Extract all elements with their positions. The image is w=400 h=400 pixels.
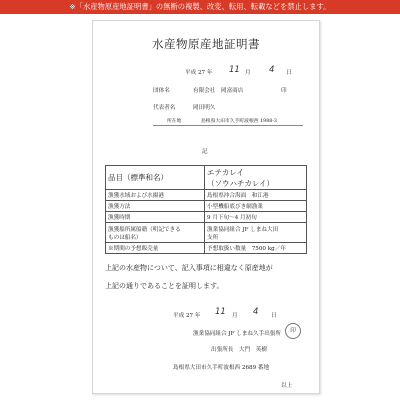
date-day-value: 4 — [269, 65, 275, 75]
org-value: 有限会社 岡富商店 — [193, 88, 244, 94]
org-label: 団体名 — [153, 88, 170, 94]
row-value-line-2: 支所 — [207, 234, 219, 241]
row-value — [205, 223, 307, 243]
issuer-address: 島根県大田市久手町波根西 2689 番地 — [173, 365, 270, 371]
ki-mark: 記 — [202, 149, 208, 155]
table-header-value-2: （ソウハチカレイ） — [207, 178, 274, 188]
row-label: 漁獲水域および水揚港 — [106, 190, 205, 201]
row-label-line-1: 漁獲船所属船籍（明記できる — [108, 226, 181, 233]
row-value: 9 月下旬～4 月初旬 — [205, 212, 307, 223]
copyright-banner: ※「水産物原産地証明書」の無断の複製、改変、転用、転載などを禁止します。 — [0, 0, 400, 14]
table-row — [106, 212, 307, 223]
row-value-line-1: 漁業協同組合 JF しまね大田 — [207, 226, 279, 233]
table-row — [106, 201, 307, 212]
table-header-value — [205, 166, 307, 190]
row-label-line-2: ものは船名） — [108, 234, 142, 241]
table-row — [106, 243, 307, 254]
rep-value: 岡田明久 — [193, 105, 216, 111]
page-title: 水産物原産地証明書 — [152, 37, 260, 51]
product-table — [105, 165, 307, 254]
row-value: 小型機船底びき網漁業 — [205, 201, 307, 212]
rep-label: 代表者名 — [153, 105, 176, 111]
bottom-date-month-label: 月 — [232, 313, 238, 319]
date-era-year: 平成 27 年 — [185, 70, 213, 76]
row-label: 漁獲時期 — [106, 212, 205, 223]
seal-mark: 印 — [281, 88, 287, 94]
row-value: 島根県沖合海面 和江港 — [205, 190, 307, 201]
bottom-date-day-value: 4 — [253, 307, 259, 317]
row-label — [106, 223, 205, 243]
bottom-date-month-value: 11 — [215, 307, 226, 317]
bottom-date-day-label: 日 — [271, 313, 277, 319]
statement-line-2: 上記の通りであることを証明します。 — [105, 282, 224, 290]
table-header-label: 品目（標準和名） — [106, 166, 205, 190]
date-month-label: 月 — [245, 70, 251, 76]
table-row — [106, 223, 307, 243]
row-value: 予想取扱い数量 7500 kg／年 — [205, 243, 307, 254]
statement-line-1: 上記の水産物について、記入事項に相違なく原産地が — [105, 264, 273, 272]
ending-mark: 以上 — [281, 383, 293, 389]
row-label: 漁獲方法 — [106, 201, 205, 212]
table-header-value-1: エテカレイ — [207, 167, 244, 177]
seal-circle: 印 — [285, 323, 301, 339]
addr-value: 島根県大田市久手町波根西 1988-3 — [201, 119, 277, 124]
table-row — [106, 166, 307, 190]
table-row — [106, 190, 307, 201]
issuer-org: 漁業協同組合 JF しまね久手出張所 — [193, 331, 281, 337]
date-month-value: 11 — [229, 65, 240, 75]
certificate-paper — [92, 20, 320, 394]
address-underline — [153, 125, 303, 126]
addr-label: 所在地 — [167, 119, 182, 124]
row-label: ※期間の予想販売量 — [106, 243, 205, 254]
date-day-label: 日 — [286, 70, 292, 76]
issuer-title: 出張所長 大門 英樹 — [211, 347, 267, 353]
bottom-date-era-year: 平成 27 年 — [173, 313, 201, 319]
